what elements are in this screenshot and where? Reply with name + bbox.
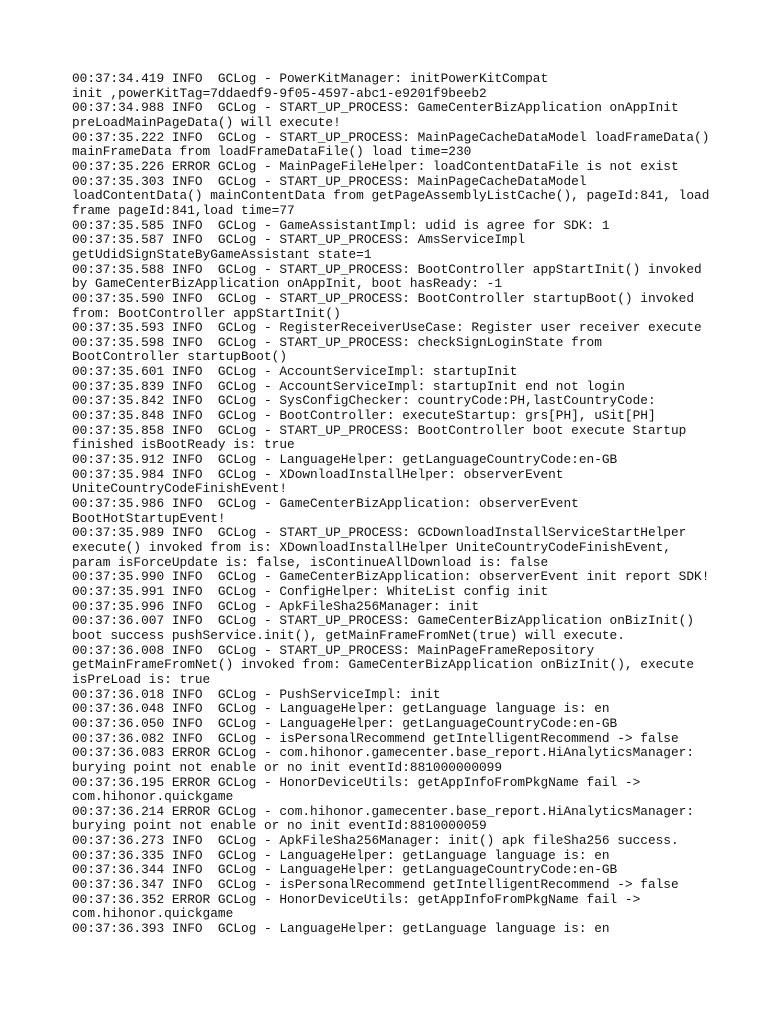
log-line: init ,powerKitTag=7ddaedf9-9f05-4597-abc1-e9201f9beeb2 [72,85,487,101]
log-line: 00:37:35.303 INFO GCLog - START_UP_PROCESS: MainPageCacheDataModel [72,173,587,189]
log-line: 00:37:34.988 INFO GCLog - START_UP_PROCESS: GameCenterBizApplication onAppInit [72,100,679,116]
log-line: 00:37:36.347 INFO GCLog - isPersonalRecommend getIntelligentRecommend -> false [72,877,679,893]
log-line: preLoadMainPageData() will execute! [72,114,341,130]
log-line: 00:37:34.419 INFO GCLog - PowerKitManager: initPowerKitCompat [72,71,549,86]
log-line: 00:37:35.984 INFO GCLog - XDownloadInstallHelper: observerEvent [72,466,564,482]
log-line: 00:37:36.344 INFO GCLog - LanguageHelper: getLanguageCountryCode:en-GB [72,862,618,878]
log-line: 00:37:35.858 INFO GCLog - START_UP_PROCESS: BootController boot execute Startup [72,422,687,438]
log-line: by GameCenterBizApplication onAppInit, boot hasReady: -1 [72,276,503,292]
log-line: UniteCountryCodeFinishEvent! [72,481,288,497]
log-line: 00:37:35.989 INFO GCLog - START_UP_PROCESS: GCDownloadInstallServiceStartHelper [72,525,687,541]
log-line: 00:37:36.007 INFO GCLog - START_UP_PROCESS: GameCenterBizApplication onBizInit() [72,613,695,629]
log-line: isPreLoad is: true [72,671,211,687]
log-line: loadContentData() mainContentData from getPageAssemblyListCache(), pageId:841, load [72,188,710,204]
log-line: 00:37:36.335 INFO GCLog - LanguageHelper: getLanguage language is: en [72,847,610,863]
log-line: 00:37:35.593 INFO GCLog - RegisterReceiverUseCase: Register user receiver execute [72,320,702,336]
log-line: com.hihonor.quickgame [72,789,234,805]
log-line: getMainFrameFromNet() invoked from: GameCenterBizApplication onBizInit(), execute [72,657,695,673]
log-line: from: BootController appStartInit() [72,305,341,321]
log-line: burying point not enable or no init eventId:881000000099 [72,759,503,775]
log-line: 00:37:36.352 ERROR GCLog - HonorDeviceUtils: getAppInfoFromPkgName fail -> [72,891,641,907]
log-line: 00:37:35.842 INFO GCLog - SysConfigChecker: countryCode:PH,lastCountryCode: [72,393,656,409]
log-line: mainFrameData from loadFrameDataFile() load time=230 [72,144,472,160]
log-line: 00:37:35.222 INFO GCLog - START_UP_PROCESS: MainPageCacheDataModel loadFrameData() [72,129,710,145]
log-line: frame pageId:841,load time=77 [72,202,295,218]
log-line: burying point not enable or no init eventId:8810000059 [72,818,487,834]
log-line: execute() invoked from is: XDownloadInstallHelper UniteCountryCodeFinishEvent, [72,540,671,555]
log-line: 00:37:35.996 INFO GCLog - ApkFileSha256Manager: init [72,598,480,614]
log-line: 00:37:36.214 ERROR GCLog - com.hihonor.gamecenter.base_report.HiAnalyticsManager: [72,803,695,819]
log-line: 00:37:35.226 ERROR GCLog - MainPageFileHelper: loadContentDataFile is not exist [72,158,679,174]
log-line: 00:37:35.986 INFO GCLog - GameCenterBizApplication: observerEvent [72,496,579,512]
log-line: 00:37:36.082 INFO GCLog - isPersonalRecommend getIntelligentRecommend -> false [72,730,679,746]
log-line: 00:37:35.990 INFO GCLog - GameCenterBizApplication: observerEvent init report SDK! [72,569,710,585]
log-line: 00:37:35.590 INFO GCLog - START_UP_PROCESS: BootController startupBoot() invoked [72,290,695,306]
log-line: BootHotStartupEvent! [72,510,226,526]
log-line: 00:37:35.587 INFO GCLog - START_UP_PROCESS: AmsServiceImpl [72,232,526,248]
log-line: 00:37:36.393 INFO GCLog - LanguageHelper: getLanguage language is: en [72,921,610,937]
log-line: BootController startupBoot() [72,349,288,365]
log-line: 00:37:35.839 INFO GCLog - AccountServiceImpl: startupInit end not login [72,378,625,394]
log-line: 00:37:35.585 INFO GCLog - GameAssistantImpl: udid is agree for SDK: 1 [72,217,610,233]
log-line: 00:37:35.848 INFO GCLog - BootController: executeStartup: grs[PH], uSit[PH] [72,408,656,424]
log-line: 00:37:36.273 INFO GCLog - ApkFileSha256Manager: init() apk fileSha256 success. [72,833,679,849]
log-line: finished isBootReady is: true [72,437,295,453]
log-line: 00:37:35.588 INFO GCLog - START_UP_PROCESS: BootController appStartInit() invoked [72,261,702,277]
log-line: 00:37:36.083 ERROR GCLog - com.hihonor.gamecenter.base_report.HiAnalyticsManager: [72,745,695,761]
log-line: 00:37:36.195 ERROR GCLog - HonorDeviceUtils: getAppInfoFromPkgName fail -> [72,774,641,790]
log-line: boot success pushService.init(), getMainFrameFromNet(true) will execute. [72,627,625,643]
log-line: 00:37:35.601 INFO GCLog - AccountServiceImpl: startupInit [72,364,518,380]
log-line: 00:37:36.008 INFO GCLog - START_UP_PROCESS: MainPageFrameRepository [72,642,595,658]
log-line: com.hihonor.quickgame [72,906,234,922]
log-line: 00:37:36.018 INFO GCLog - PushServiceImpl: init [72,686,441,702]
log-line: 00:37:35.991 INFO GCLog - ConfigHelper: WhiteList config init [72,583,549,599]
log-line: 00:37:35.912 INFO GCLog - LanguageHelper: getLanguageCountryCode:en-GB [72,452,618,468]
log-document [72,72,712,937]
log-line: 00:37:36.048 INFO GCLog - LanguageHelper: getLanguage language is: en [72,701,610,717]
log-line: param isForceUpdate is: false, isContinueAllDownload is: false [72,554,549,570]
log-line: 00:37:36.050 INFO GCLog - LanguageHelper: getLanguageCountryCode:en-GB [72,715,618,731]
log-line: getUdidSignStateByGameAssistant state=1 [72,246,372,262]
log-line: 00:37:35.598 INFO GCLog - START_UP_PROCESS: checkSignLoginState from [72,334,602,350]
